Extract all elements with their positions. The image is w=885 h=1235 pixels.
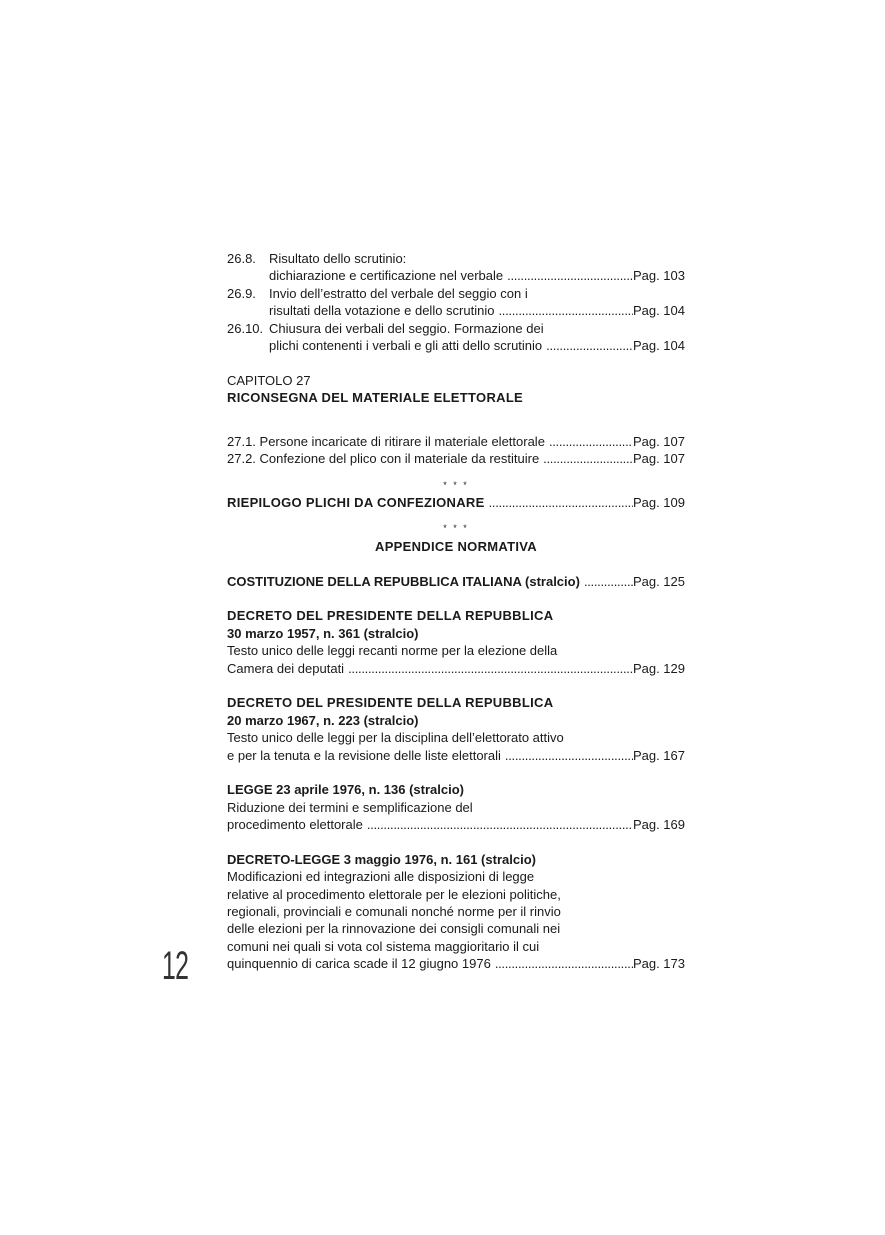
table-of-contents: [227, 250, 685, 973]
dot-leader: [549, 433, 633, 450]
toc-entry-legge-1976: [227, 816, 685, 833]
dot-leader: [543, 450, 633, 467]
separator: * * *: [443, 523, 469, 534]
law-description-cont: procedimento elettorale: [227, 817, 363, 833]
dot-leader: [498, 302, 632, 319]
dot-leader: [584, 573, 633, 590]
decree-heading: DECRETO DEL PRESIDENTE DELLA REPUBBLICA: [227, 608, 554, 624]
decree-description: Testo unico delle leggi recanti norme per la elezione della: [227, 643, 558, 659]
toc-entry-26-10-cont: [227, 337, 685, 354]
decree-law-description: Modificazioni ed integrazioni alle disposizioni di legge: [227, 869, 535, 885]
page-ref: Pag. 107: [632, 451, 685, 467]
toc-entry-26-8: [227, 250, 685, 267]
toc-entry-26-9: [227, 285, 685, 302]
dot-leader: [348, 660, 633, 677]
decree-law-description: delle elezioni per la rinnovazione dei consigli comunali nei: [227, 921, 561, 937]
decree-description-cont: e per la tenuta e la revisione delle liste elettorali: [227, 747, 501, 763]
page-number: 12: [162, 944, 189, 988]
entry-title-cont: risultati della votazione e dello scrutinio: [269, 303, 495, 319]
decree-date: 20 marzo 1967, n. 223 (stralcio): [227, 712, 419, 728]
dot-leader: [489, 494, 633, 511]
toc-entry-dpr-1967: [227, 747, 685, 764]
toc-entry-26-8-cont: [227, 267, 685, 284]
toc-entry-27-2: [227, 450, 685, 467]
decree-description: Testo unico delle leggi per la disciplina dell’elettorato attivo: [227, 730, 564, 746]
chapter-title: RICONSEGNA DEL MATERIALE ELETTORALE: [227, 390, 524, 406]
page-ref: Pag. 173: [632, 956, 685, 972]
toc-entry-26-10: [227, 320, 685, 337]
decree-law-description-cont: quinquennio di carica scade il 12 giugno 1976: [227, 956, 491, 972]
page-ref: Pag. 129: [632, 660, 685, 676]
entry-number: 26.8.: [227, 251, 256, 266]
entry-title: 27.2. Confezione del plico con il materiale da restituire: [227, 451, 540, 467]
entry-title: 27.1. Persone incaricate di ritirare il materiale elettorale: [227, 433, 545, 449]
page-ref: Pag. 169: [632, 817, 685, 833]
page-ref: Pag. 109: [632, 495, 685, 511]
entry-title: Chiusura dei verbali del seggio. Formazione dei: [269, 320, 544, 336]
entry-title-cont: plichi contenenti i verbali e gli atti dello scrutinio: [269, 337, 543, 353]
decree-description-cont: Camera dei deputati: [227, 660, 345, 676]
decree-law-description: regionali, provinciali e comunali nonché norme per il rinvio: [227, 904, 561, 920]
page-ref: Pag. 167: [632, 747, 685, 763]
page-ref: Pag. 125: [632, 573, 685, 589]
toc-entry-dl-1976: [227, 955, 685, 972]
toc-entry-26-9-cont: [227, 302, 685, 319]
dot-leader: [546, 337, 633, 354]
entry-title: Risultato dello scrutinio:: [269, 251, 407, 266]
chapter-label: CAPITOLO 27: [227, 372, 311, 388]
decree-law-description: comuni nei quali si vota col sistema maggioritario il cui: [227, 938, 540, 954]
toc-entry-dpr-1957: [227, 660, 685, 677]
entry-number: 26.9.: [227, 285, 256, 301]
appendix-title: APPENDICE NORMATIVA: [375, 538, 537, 554]
entry-title: Invio dell’estratto del verbale del seggio con i: [269, 285, 528, 301]
page-ref: Pag. 107: [632, 433, 685, 449]
toc-entry-costituzione: [227, 573, 685, 590]
law-description: Riduzione dei termini e semplificazione del: [227, 799, 473, 815]
separator: * * *: [443, 479, 469, 490]
entry-title: RIEPILOGO PLICHI DA CONFEZIONARE: [227, 495, 485, 511]
decree-law-description: relative al procedimento elettorale per le elezioni politiche,: [227, 886, 561, 902]
entry-title: COSTITUZIONE DELLA REPUBBLICA ITALIANA (stralcio): [227, 573, 580, 589]
page-ref: Pag. 104: [632, 337, 685, 353]
decree-law-heading: DECRETO-LEGGE 3 maggio 1976, n. 161 (stralcio): [227, 851, 536, 867]
decree-date: 30 marzo 1957, n. 361 (stralcio): [227, 625, 419, 641]
entry-title-cont: dichiarazione e certificazione nel verbale: [269, 268, 504, 284]
dot-leader: [505, 747, 633, 764]
law-heading: LEGGE 23 aprile 1976, n. 136 (stralcio): [227, 782, 464, 798]
dot-leader: [507, 267, 633, 284]
dot-leader: [495, 955, 633, 972]
entry-number: 26.10.: [227, 320, 264, 336]
dot-leader: [367, 816, 633, 833]
page-ref: Pag. 103: [632, 268, 685, 284]
page-ref: Pag. 104: [632, 303, 685, 319]
toc-entry-riepilogo: [227, 494, 685, 511]
toc-entry-27-1: [227, 433, 685, 450]
decree-heading: DECRETO DEL PRESIDENTE DELLA REPUBBLICA: [227, 695, 554, 711]
